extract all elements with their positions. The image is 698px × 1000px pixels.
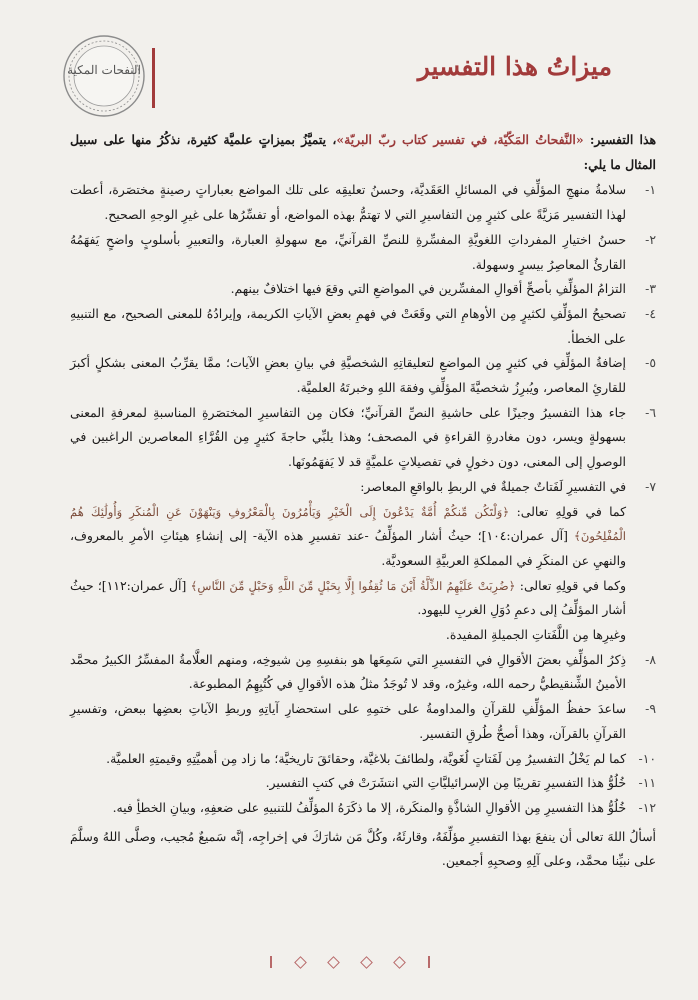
list-item [70, 228, 656, 277]
content [70, 128, 656, 874]
item-number: ١١- [638, 775, 656, 791]
diamond-icon [360, 956, 373, 969]
item-number: ٢- [645, 231, 656, 247]
list-item [70, 277, 656, 302]
list-item [70, 302, 656, 351]
item-text: ذِكرُ المؤلِّفِ بعضَ الأقوالِ في التفسيرِ التي سَمِعَها هو بنفسِهِ مِن شيوخِه، ومنهم العلَّامةُ المفسِّرُ الكبيرُ محمَّد الأمينُ الشِّنقيطيُّ رحمه الله، وغيرُه، وقد لا تُوجَدُ مثلُ هذه الأقوالِ في كُتُبِهِمُ المطبوعة. [70, 651, 626, 692]
list-item [70, 747, 656, 772]
ornament-bar [270, 956, 272, 968]
intro-lead: هذا التفسير: [589, 132, 656, 147]
item-number: ٧- [645, 478, 656, 494]
item-text: في التفسيرِ لَفَتاتٌ جميلةٌ في الربطِ بالواقعِ المعاصر: [360, 478, 626, 494]
list-item [70, 796, 656, 821]
list-item [70, 401, 656, 475]
example-1-lead: كما في قولِهِ تعالى: [516, 503, 626, 519]
closing-paragraph: أسألُ اللهَ تعالى أن ينفعَ بهذا التفسيرِ مؤلِّفَهُ، وقارئَهُ، وكُلَّ مَن شارَكَ في إخراجِه، إنَّه سَميعٌ مُجيب، وصلَّى اللهُ وسلَّمَ على نبيِّنا محمَّد، وعلى آلِهِ وصحبِهِ أجمعين. [70, 828, 656, 869]
item-text: التزامُ المؤلِّفِ بأصحِّ أقوالِ المفسِّرين في المواضعِ التي وقعَ فيها اختلافٌ بينهم. [230, 281, 626, 297]
header-divider [152, 48, 155, 108]
item-number: ١٢- [638, 799, 656, 815]
item7-example-1 [70, 500, 626, 574]
logo-text: النفحات المكية [67, 63, 141, 77]
item-text: كما لم يَخْلُ التفسيرُ مِن لَفَتاتٍ لُغَويَّة، ولطائفَ بلاغيَّة، وحقائقَ تاريخيَّة؛ ما زاد مِن أهميَّتِهِ وقيمتِهِ العلميَّة. [106, 750, 626, 766]
item-text: خُلُوُّ هذا التفسيرِ مِن الأقوالِ الشاذَّةِ والمنكَرة، إلا ما ذكَرَهُ المؤلِّفُ للتنبيهِ على ضعفِهِ، وبيانِ الخطأِ فيه. [112, 799, 626, 815]
ornament-bar [428, 956, 430, 968]
item-text: خُلُوُّ هذا التفسيرِ تقريبًا مِن الإسرائيليَّاتِ التي انتشَرَتْ في كتبِ التفسير. [265, 775, 626, 791]
item7-example-2 [70, 574, 626, 623]
item-number: ٩- [645, 701, 656, 717]
features-list-continued [70, 648, 656, 821]
item-number: ٦- [645, 404, 656, 420]
item-text: سلامةُ منهجِ المؤلِّفِ في المسائلِ العَقَديَّة، وحسنُ تعليقِه على تلك المواضع بعباراتٍ رصينةٍ مختصَرة، أعطت لهذا التفسير مَزيَّةً على كثيرٍ مِن التفاسيرِ التي لا تهتمُّ بهذه المواضع، أو تفسِّرُها على غيرِ الوجهِ الصحيح. [70, 182, 626, 223]
book-title: «النَّفحاتُ المَكّيّة، في تفسير كتاب ربّ البريّة» [336, 132, 584, 147]
intro-rest: ، يتميَّزُ بميزاتٍ علميَّة كثيرة، نذكُرُ منها على سبيل المثال ما يلي: [70, 132, 656, 172]
item-text: حسنُ اختيارِ المفرداتِ اللغويَّةِ المفسِّرةِ للنصِّ القرآنيِّ، مع سهولةِ العبارة، والتعبيرِ بأسلوبٍ واضحٍ يَفهَمُهُ القارئُ المعاصِرُ بيسرٍ وسهولة. [70, 231, 626, 272]
footer-ornament [270, 956, 430, 968]
list-item [70, 648, 656, 697]
item-number: ١٠- [638, 750, 656, 766]
example-2-rest: [آل عمران:١١٢]؛ حيثُ أشار المؤلِّفُ إلى دعمِ دُوَلِ الغربِ لليهود. [70, 577, 626, 618]
item-number: ٤- [645, 305, 656, 321]
diamond-icon [393, 956, 406, 969]
list-item [70, 178, 656, 227]
intro-paragraph [70, 128, 656, 177]
list-item [70, 771, 656, 796]
page-title: ميزاتُ هذا التفسير [417, 52, 612, 81]
diamond-icon [294, 956, 307, 969]
example-2-lead: وكما في قولِهِ تعالى: [519, 577, 627, 593]
quran-verse-1: ﴿وَلْتَكُن مِّنكُمْ أُمَّةٌ يَدْعُونَ إِلَى الْخَيْرِ وَيَأْمُرُونَ بِالْمَعْرُوفِ وَيَنْهَوْنَ عَنِ الْمُنكَرِ وَأُولَٰئِكَ هُمُ الْمُفْلِحُونَ﴾ [70, 504, 626, 544]
diamond-icon [327, 956, 340, 969]
item-number: ٨- [645, 651, 656, 667]
item-text: جاء هذا التفسيرُ وجيزًا على حاشيةِ النصِّ القرآنيِّ؛ فكان مِن التفاسيرِ المختصَرةِ المناسبةِ لمعرفةِ المعنى بسهولةٍ ويسر، دون مغادرةِ القراءةِ في المصحف؛ وهذا يلبِّي حاجةَ كثيرٍ مِن القُرَّاءِ المعاصرين الراغبين في الوصولِ إلى المعنى، دون دخولٍ في تفصيلاتٍ علميَّةٍ قد لا يَفهَمُونَها. [70, 404, 626, 470]
book-logo [62, 34, 146, 118]
list-item [70, 697, 656, 746]
list-item [70, 475, 656, 500]
quran-verse-2: ﴿ضُرِبَتْ عَلَيْهِمُ الذِّلَّةُ أَيْنَ مَا ثُقِفُوا إِلَّا بِحَبْلٍ مِّنَ اللَّهِ وَحَبْلٍ مِّنَ النَّاسِ﴾ [190, 578, 516, 593]
item-text: ساعدَ حفظُ المؤلِّفِ للقرآنِ والمداومةُ على ختمِهِ على استحضارِ آياتِهِ وربطِ الآياتِ بعضِها ببعض، وتفسيرِ القرآنِ بالقرآن، وهذا أصحُّ طُرقِ التفسير. [70, 701, 626, 741]
item-text: إضافةُ المؤلِّفِ في كثيرٍ مِن المواضعِ لتعليقاتِهِ الشخصيَّةِ في بيانِ بعضِ الآيات؛ ممَّا يقرِّبُ المعنى بشكلٍ أكبرَ للقارئِ المعاصر، ويُبرِزُ شخصيَّةَ المؤلِّفِ وفقهَ اللهِ وخبرتَهُ العلميَّة. [70, 355, 626, 396]
list-item [70, 351, 656, 400]
item-number: ٥- [645, 355, 656, 371]
example-1-rest: [آل عمران:١٠٤]؛ حيثُ أشار المؤلِّفُ -عند تفسيرِ هذه الآية- إلى إنشاءِ هيئاتِ الأمرِ بالمعروف، والنهيِ عن المنكَرِ في المملكةِ العربيَّةِ السعوديَّة. [70, 528, 626, 568]
item-number: ١- [645, 182, 656, 198]
item7-example-3: وغيرِها مِن اللَّفَتاتِ الجميلةِ المفيدة. [445, 627, 626, 643]
item-text: تصحيحُ المؤلِّفِ لكثيرٍ مِن الأوهامِ التي وقَعَتْ في فهمِ بعضِ الآياتِ الكريمة، وإيرادُهُ للمعنى الصحيح، مع التنبيهِ على الخطأ. [70, 305, 626, 346]
item-number: ٣- [645, 281, 656, 297]
features-list [70, 178, 656, 499]
